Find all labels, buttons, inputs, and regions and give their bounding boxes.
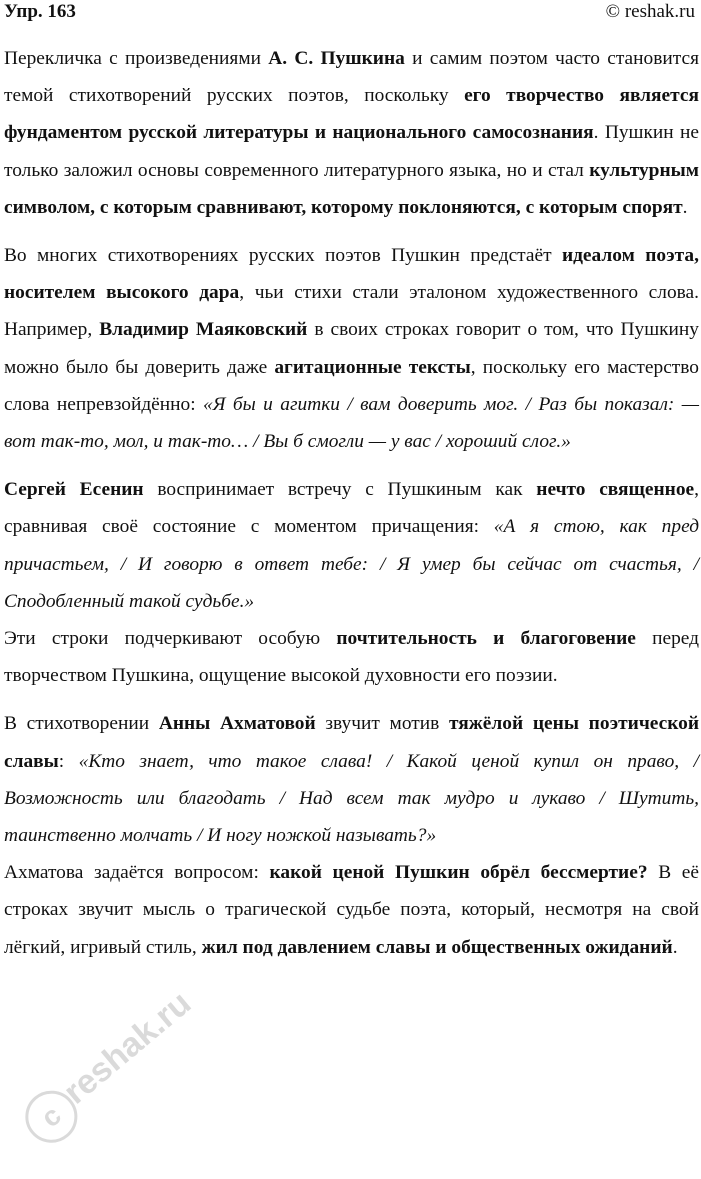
- text-run: перед творчеством Пушкина, ощущение высокой духовности его поэзии.: [4, 628, 699, 687]
- bold-text: агитационные тексты: [274, 356, 471, 378]
- bold-text: А. С. Пушкина: [268, 48, 405, 69]
- text-run: , сравнивая своё состояние с моментом причащения:: [4, 479, 699, 538]
- text-run: воспринимает встречу с Пушкиным как: [143, 479, 537, 501]
- text-run: :: [58, 750, 79, 772]
- text-run: Эти строки подчеркивают особую: [4, 628, 337, 650]
- bold-text: почтительность и благоговение: [336, 628, 636, 650]
- paragraph-1: [4, 40, 699, 226]
- text-run: Перекличка с произведениями: [4, 48, 269, 69]
- text-run: Ахматова задаётся вопросом:: [4, 862, 270, 884]
- bold-text: Анны Ахматовой: [158, 713, 316, 735]
- quote-text: «Я бы и агитки / вам доверить мог. / Раз бы показал: — вот так-то, мол, и так-то… / Вы б смогли — у вас / хороший слог.»: [4, 393, 699, 453]
- site-credit: © reshak.ru: [605, 1, 695, 22]
- paragraph-4: [4, 620, 699, 694]
- bold-text: его творчество является фундаментом русской литературы и национального самосознания: [4, 85, 699, 144]
- paragraph-6: [4, 854, 699, 966]
- paragraph-3: [4, 471, 699, 620]
- bold-text: культурным символом, с которым сравнивают, которому поклоняются, с которым спорят: [4, 159, 699, 218]
- exercise-title: Упр. 163: [4, 1, 76, 22]
- text-run: В стихотворении: [4, 713, 159, 735]
- watermark-text: reshak.ru: [56, 983, 199, 1112]
- bold-text: Владимир Маяковский: [99, 319, 308, 341]
- text-run: и самим поэтом часто становится темой стихотворений русских поэтов, поскольку: [4, 48, 700, 107]
- text-run: , чьи стихи стали эталоном художественного слова. Например,: [4, 282, 699, 341]
- bold-text: какой ценой Пушкин обрёл бессмертие?: [269, 862, 648, 884]
- quote-text: «Кто знает, что такое слава! / Какой ценой купил он право, / Возможность или благодать / Над всем так мудро и лукаво / Шутить, таинственно молчать / И ногу ножкой называть?»: [4, 750, 699, 847]
- bold-text: тяжёлой цены поэтической славы: [4, 713, 700, 772]
- paragraph-2: [4, 237, 699, 460]
- bold-text: нечто священное: [536, 479, 695, 501]
- document-body: [4, 40, 699, 977]
- text-run: в своих строках говорит о том, что Пушкину можно было бы доверить даже: [4, 319, 699, 378]
- text-run: Во многих стихотворениях русских поэтов Пушкин предстаёт: [4, 245, 562, 267]
- bold-text: идеалом поэта, носителем высокого дара: [4, 245, 699, 304]
- copyright-circle-icon: c: [15, 1080, 88, 1153]
- bold-text: Сергей Есенин: [4, 479, 144, 501]
- text-run: , поскольку его мастерство слова непревзойдённо:: [4, 356, 699, 415]
- text-run: звучит мотив: [315, 713, 449, 735]
- text-run: .: [682, 196, 688, 218]
- bold-text: жил под давлением славы и общественных ожиданий: [201, 936, 673, 958]
- text-run: .: [672, 936, 678, 958]
- text-run: В её строках звучит мысль о трагической судьбе поэта, который, несмотря на свой лёгкий, игривый стиль,: [4, 862, 700, 958]
- text-run: . Пушкин не только заложил основы современного литературного языка, но и стал: [4, 122, 699, 181]
- page-header: [0, 0, 701, 26]
- quote-text: «А я стою, как пред причастьем, / И говорю в ответ тебе: / Я умер бы сейчас от счастья, / Сподобленный такой судьбе.»: [4, 516, 699, 612]
- paragraph-5: [4, 705, 699, 854]
- watermark-logo: [0, 981, 199, 1178]
